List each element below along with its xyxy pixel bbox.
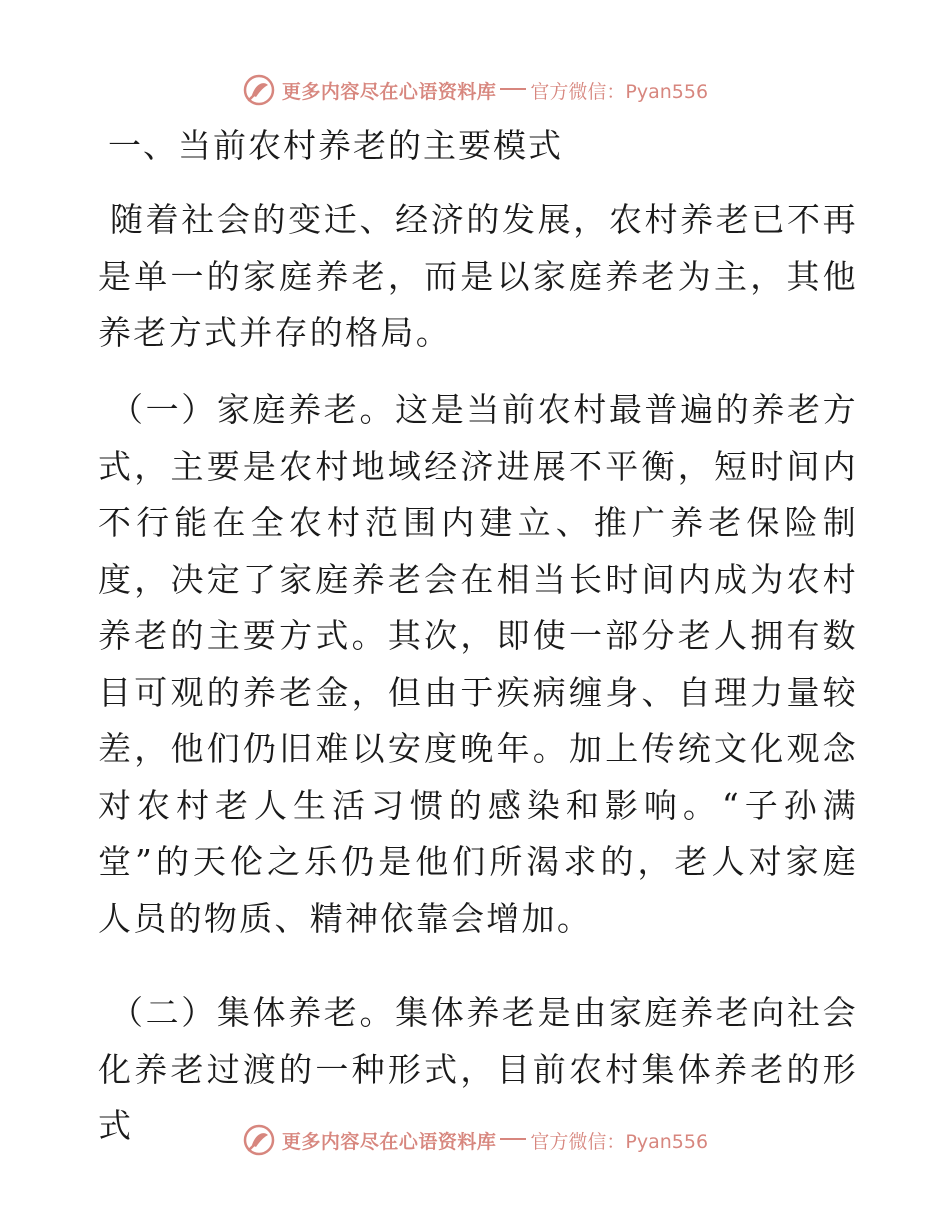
paragraph-family-care (98, 382, 858, 947)
watermark-wechat: 官方微信：Pyan556 (530, 80, 709, 103)
watermark-divider (500, 88, 526, 90)
header-watermark-banner (0, 70, 950, 110)
brand-logo-icon (242, 73, 276, 107)
watermark-text: 更多内容尽在心语资料库 (281, 80, 497, 103)
watermark-text: 更多内容尽在心语资料库 (281, 1130, 497, 1153)
paragraph-intro (98, 192, 858, 362)
paragraph-text: （二）集体养老。集体养老是由家庭养老向社会化养老过渡的一种形式，目前农村集体养老的形式 (98, 993, 858, 1145)
brand-logo-icon (242, 1123, 276, 1157)
paragraph-text: （一）家庭养老。这是当前农村最普遍的养老方式，主要是农村地域经济进展不平衡，短时间内不行能在全农村范围内建立、推广养老保险制度，决定了家庭养老会在相当长时间内成为农村养老的主要方式。其次，即使一部分老人拥有数目可观的养老金，但由于疾病缠身、自理力量较差，他们仍旧难以安度晚年。加上传统文化观念对农村老人生活习惯的感染和影响。“子孙满堂”的天伦之乐仍是他们所渴求的，老人对家庭人员的物质、精神依靠会增加。 (98, 390, 858, 938)
watermark-wechat: 官方微信：Pyan556 (530, 1130, 709, 1153)
section-heading: 一、当前农村养老的主要模式 (108, 126, 563, 165)
watermark-divider (500, 1138, 526, 1140)
paragraph-text: 随着社会的变迁、经济的发展，农村养老已不再是单一的家庭养老，而是以家庭养老为主，其他养老方式并存的格局。 (98, 200, 858, 352)
footer-watermark-banner (0, 1120, 950, 1160)
